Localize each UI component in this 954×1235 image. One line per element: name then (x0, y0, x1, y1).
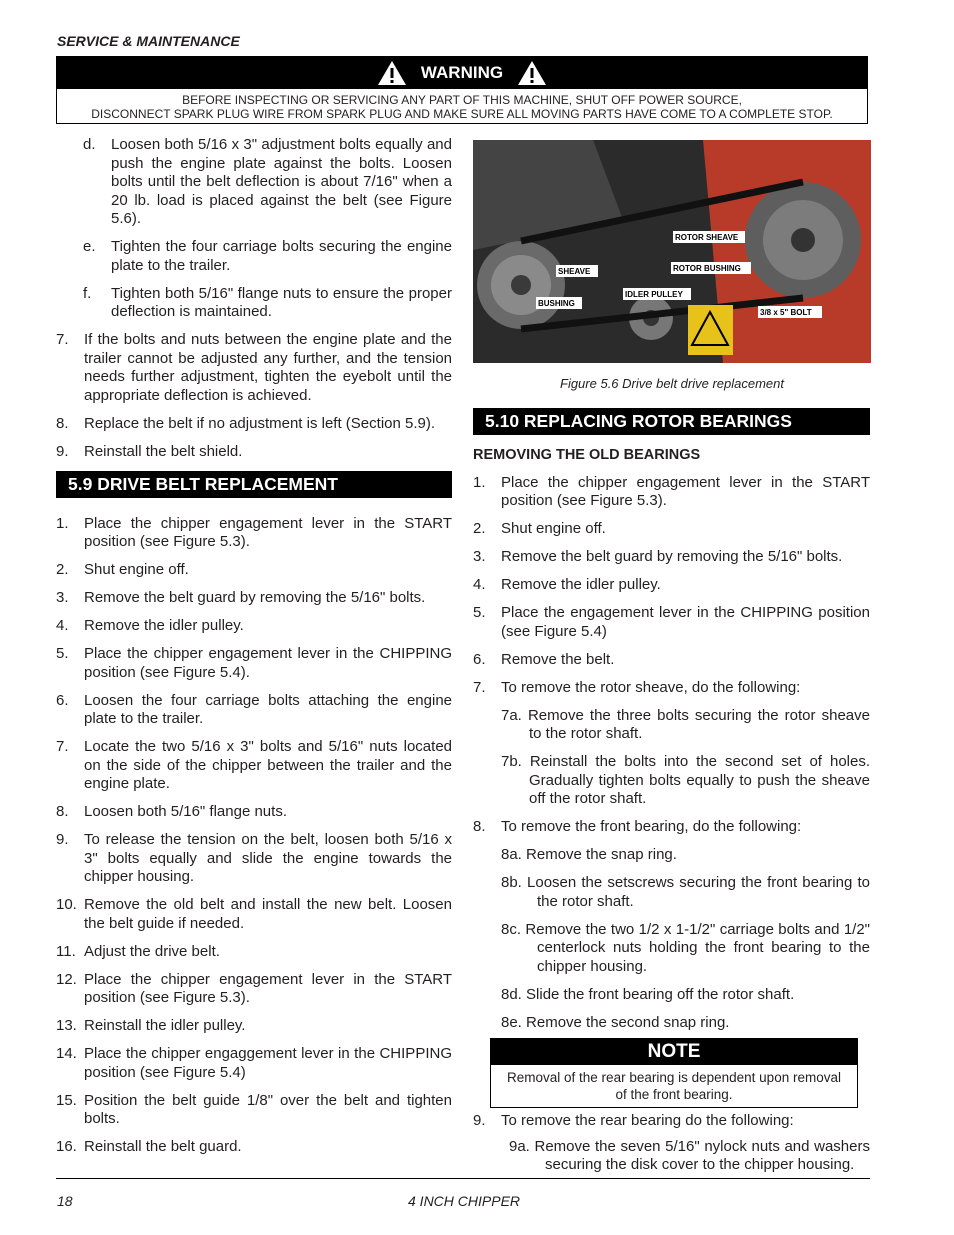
item-number: 11. (56, 942, 76, 960)
item-text: Tighten the four carriage bolts securing the engine plate to the trailer. (111, 238, 452, 274)
item-text: Remove the idler pulley. (84, 617, 244, 634)
list-item (83, 238, 452, 275)
note-text: Removal of the rear bearing is dependent upon removal of the front bearing. (507, 1070, 841, 1102)
label-sheave: SHEAVE (558, 267, 591, 276)
label-rotor-sheave: ROTOR SHEAVE (675, 233, 739, 242)
list-item (473, 604, 870, 641)
sub-step: 8d. Slide the front bearing off the rotor shaft. (501, 985, 795, 1003)
list-item (56, 896, 452, 933)
list-item (56, 1092, 452, 1129)
item-text: Remove the belt guard by removing the 5/16" bolts. (84, 589, 426, 606)
item-text: To remove the rear bearing do the following: (501, 1112, 794, 1129)
item-number: 1. (473, 473, 486, 491)
item-number: 7. (56, 738, 69, 755)
list-item (56, 1017, 452, 1036)
item-text: Place the engagement lever in the CHIPPING position (see Figure 5.4) (501, 604, 870, 640)
sub-step: 8c. Remove the two 1/2 x 1-1/2" carriage bolts and 1/2" centerlock nuts holding the front bearing to the chipper housing. (501, 920, 870, 975)
item-text: Reinstall the idler pulley. (84, 1017, 246, 1034)
list-item (56, 1045, 452, 1082)
item-number: 7. (473, 678, 486, 696)
list-item (56, 1138, 452, 1157)
label-rotor-bushing: ROTOR BUSHING (673, 264, 741, 273)
section-heading: 5.10 REPLACING ROTOR BEARINGS (473, 408, 870, 435)
figure-caption: Figure 5.6 Drive belt drive replacement (560, 376, 784, 391)
sub-step: 7a. Remove the three bolts securing the rotor sheave to the rotor shaft. (501, 706, 870, 742)
item-text: If the bolts and nuts between the engine plate and the trailer cannot be adjusted any further, and the tension needs further adjustment, tighten the eyebolt until the appropriate deflection is achieved. (84, 331, 452, 404)
item-text: Loosen both 5/16 x 3" adjustment bolts equally and push the engine plate against the bolts. Loosen bolts until the belt deflection is about 7/16" when a 20 lb. load is placed against the belt (see Figure 5.6). (111, 136, 452, 227)
list-item (83, 285, 452, 322)
item-number: 8. (56, 414, 69, 432)
item-number: 4. (56, 617, 69, 634)
footer-title: 4 INCH CHIPPER (408, 1193, 521, 1209)
item-text: Reinstall the belt shield. (84, 442, 243, 460)
item-number: e. (83, 238, 96, 255)
drive-belt-photo (473, 140, 871, 363)
right-column-bottom (473, 1112, 870, 1184)
sub-step: 8b. Loosen the setscrews securing the front bearing to the rotor shaft. (501, 874, 870, 910)
item-number: 2. (473, 520, 486, 537)
sub-step: 8a. Remove the snap ring. (501, 846, 677, 863)
list-item (473, 576, 870, 595)
item-number: 10. (56, 896, 77, 913)
sub-step: 7b. Reinstall the bolts into the second set of holes. Gradually tighten bolts equally to push the sheave off the rotor shaft. (501, 753, 870, 807)
item-text: To remove the front bearing, do the following: (501, 818, 802, 835)
warning-box (56, 56, 868, 124)
list-item (56, 692, 452, 729)
item-text: Remove the idler pulley. (501, 576, 661, 593)
list-item (56, 645, 452, 682)
item-text: Place the chipper engagement lever in the CHIPPING position (see Figure 5.4). (84, 645, 452, 681)
item-text: To release the tension on the belt, loosen both 5/16 x 3" bolts equally and slide the engine towards the chipper housing. (84, 831, 452, 885)
item-number: 9. (56, 831, 69, 848)
list-item (473, 1112, 870, 1131)
item-text: Remove the belt. (501, 650, 615, 668)
list-item (56, 443, 452, 462)
list-item (56, 971, 452, 1008)
sub-step: 8e. Remove the second snap ring. (501, 1013, 730, 1031)
list-item (473, 651, 870, 670)
item-number: 8. (473, 818, 486, 835)
item-text: Tighten both 5/16" flange nuts to ensure the proper deflection is maintained. (111, 284, 452, 320)
item-text: Place the chipper engagement lever in the START position (see Figure 5.3). (84, 970, 452, 1006)
right-column (473, 408, 870, 1042)
item-number: d. (83, 136, 96, 153)
item-text: Loosen both 5/16" flange nuts. (84, 803, 287, 820)
item-text: Place the chipper engagement lever in the START position (see Figure 5.3). (501, 473, 870, 509)
item-text: Shut engine off. (501, 520, 606, 537)
footer-rule (56, 1178, 870, 1179)
list-item (56, 589, 452, 608)
item-text: Locate the two 5/16 x 3" bolts and 5/16" nuts located on the side of the chipper between the trailer and the engine plate. (84, 738, 452, 792)
section-label: SERVICE & MAINTENANCE (57, 33, 240, 49)
note-box (490, 1038, 858, 1108)
warning-line: DISCONNECT SPARK PLUG WIRE FROM SPARK PLUG AND MAKE SURE ALL MOVING PARTS HAVE COME TO A COMPLETE STOP. (91, 107, 833, 121)
section-heading: 5.9 DRIVE BELT REPLACEMENT (56, 471, 452, 498)
list-item (56, 943, 452, 962)
sub-step: 9a. Remove the seven 5/16" nylock nuts and washers securing the disk cover to the chipper housing. (509, 1137, 870, 1173)
item-text: Place the chipper engagement lever in the START position (see Figure 5.3). (84, 514, 452, 550)
list-item (56, 415, 452, 434)
list-item (473, 548, 870, 567)
warning-title: WARNING (420, 63, 504, 82)
item-number: 6. (56, 691, 69, 709)
item-text: Position the belt guide 1/8" over the belt and tighten bolts. (84, 1091, 452, 1127)
list-item (473, 679, 870, 698)
list-item (56, 331, 452, 405)
warning-triangle-icon (377, 60, 407, 86)
list-item (56, 738, 452, 794)
item-number: 6. (473, 650, 486, 668)
item-number: 5. (473, 604, 486, 621)
list-item (473, 474, 870, 511)
left-column (56, 136, 452, 1166)
item-text: Replace the belt if no adjustment is left (Section 5.9). (84, 414, 436, 432)
note-title: NOTE (491, 1039, 857, 1065)
item-text: To remove the rotor sheave, do the following: (501, 678, 801, 696)
item-text: Adjust the drive belt. (84, 942, 220, 960)
list-item (473, 818, 870, 837)
item-text: Reinstall the belt guard. (84, 1138, 242, 1155)
list-item (56, 831, 452, 887)
label-bolt: 3/8 x 5" BOLT (760, 308, 812, 317)
item-number: 8. (56, 803, 69, 820)
item-number: 3. (473, 548, 486, 565)
item-number: 3. (56, 589, 69, 606)
item-number: 14. (56, 1045, 77, 1062)
label-bushing: BUSHING (538, 299, 575, 308)
item-number: f. (83, 284, 92, 302)
item-text: Remove the belt guard by removing the 5/16" bolts. (501, 548, 843, 565)
list-item (56, 617, 452, 636)
warning-triangle-icon (517, 60, 547, 86)
item-number: 4. (473, 576, 486, 593)
item-text: Place the chipper engaggement lever in the CHIPPING position (see Figure 5.4) (84, 1045, 452, 1081)
page-number: 18 (57, 1193, 73, 1209)
label-idler-pulley: IDLER PULLEY (625, 290, 683, 299)
item-number: 9. (56, 442, 69, 460)
item-number: 13. (56, 1017, 77, 1034)
item-number: 16. (56, 1138, 77, 1155)
item-number: 2. (56, 561, 69, 578)
item-number: 7. (56, 331, 69, 348)
item-number: 9. (473, 1112, 486, 1129)
item-text: Remove the old belt and install the new belt. Loosen the belt guide if needed. (84, 896, 452, 932)
item-number: 12. (56, 970, 77, 988)
warning-line: BEFORE INSPECTING OR SERVICING ANY PART OF THIS MACHINE, SHUT OFF POWER SOURCE, (182, 93, 742, 107)
list-item (56, 803, 452, 822)
list-item (56, 561, 452, 580)
warning-header (57, 57, 867, 89)
item-number: 15. (56, 1091, 77, 1109)
list-item (56, 515, 452, 552)
item-text: Loosen the four carriage bolts attaching the engine plate to the trailer. (84, 691, 452, 727)
list-item (473, 520, 870, 539)
item-number: 1. (56, 514, 69, 532)
subheading: REMOVING THE OLD BEARINGS (473, 447, 701, 463)
warning-text (57, 89, 867, 121)
item-number: 5. (56, 645, 69, 662)
list-item (83, 136, 452, 229)
item-text: Shut engine off. (84, 561, 189, 578)
